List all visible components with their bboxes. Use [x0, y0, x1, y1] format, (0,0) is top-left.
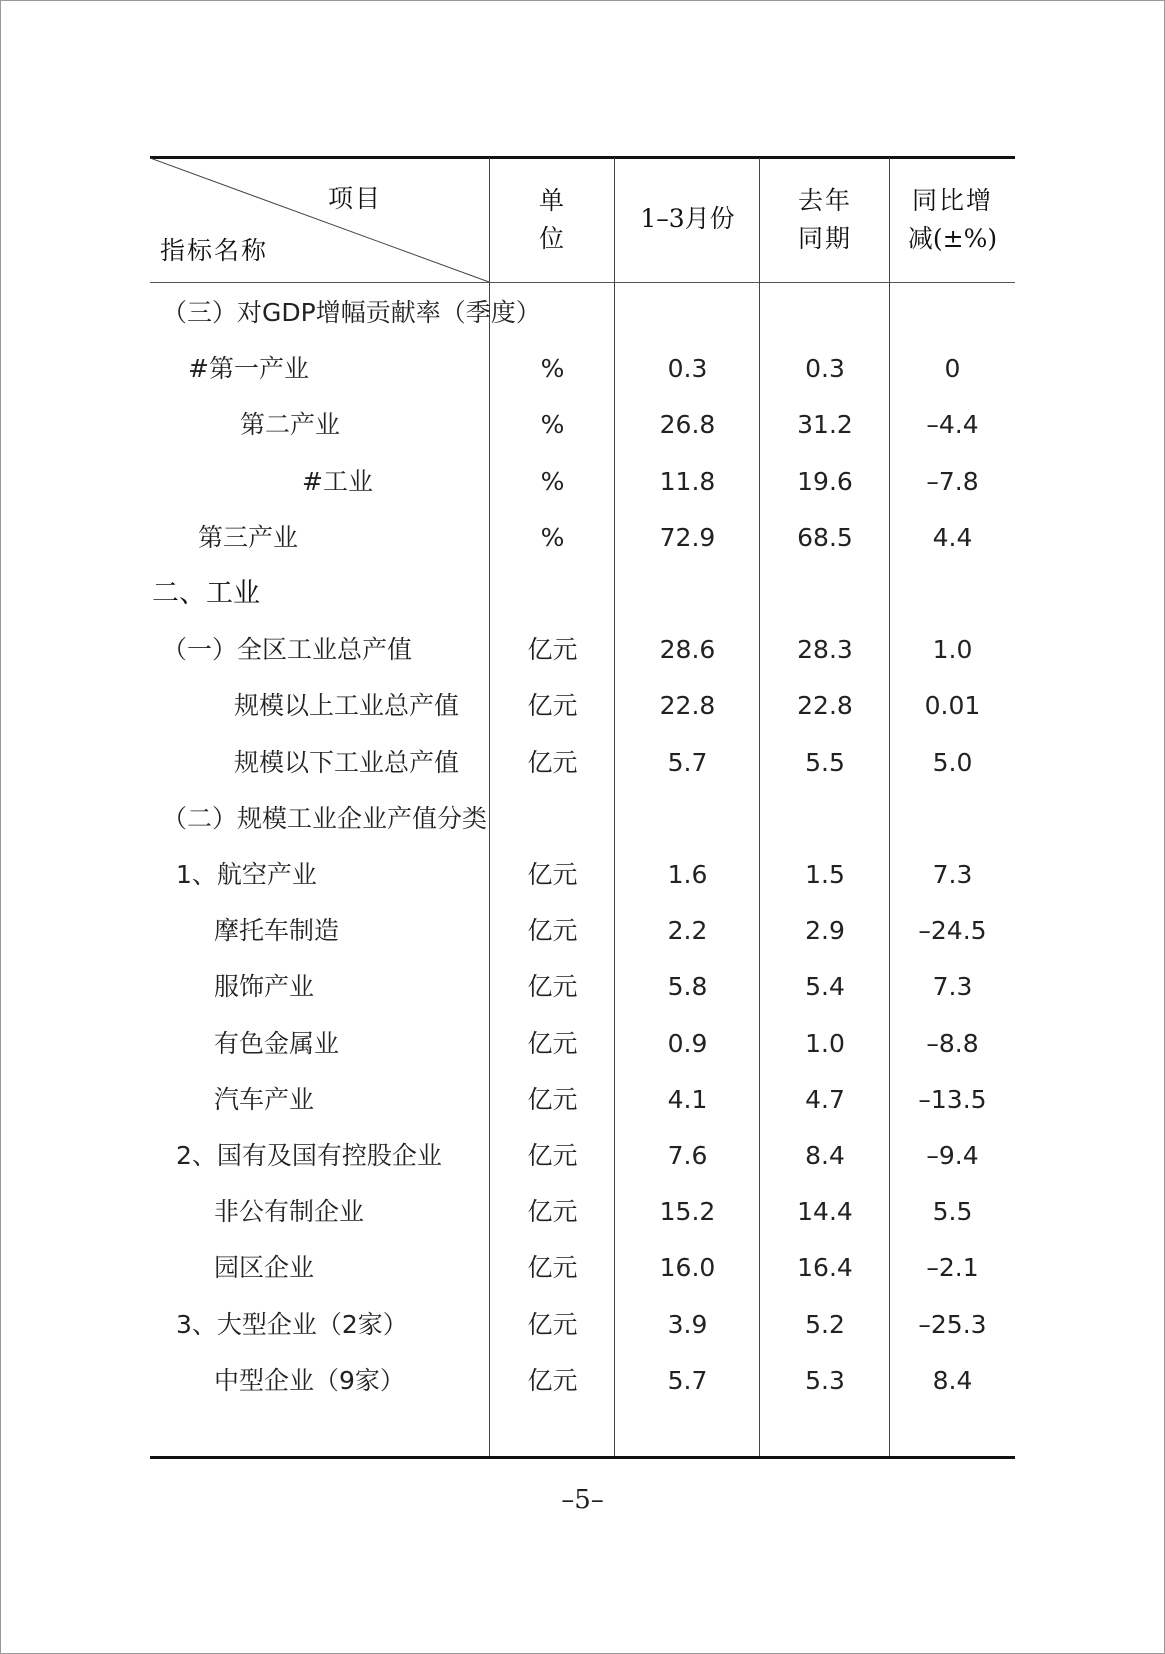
q1-value-cell: 1.6 [667, 860, 708, 889]
table-row [150, 1016, 1015, 1072]
indicator-name-cell: （二）规模工业企业产值分类 [162, 803, 488, 833]
last-year-value-cell: 5.4 [805, 972, 845, 1002]
last-year-value-cell: 5.5 [805, 747, 845, 777]
indicator-name-cell: 第二产业 [240, 410, 341, 440]
yoy-change-cell: 0 [944, 354, 961, 384]
unit-cell: 亿元 [527, 635, 578, 665]
last-year-value-cell: 1.0 [805, 1028, 845, 1058]
yoy-change-cell [890, 285, 1015, 341]
unit-cell: 亿元 [527, 1365, 578, 1395]
table-row [150, 1184, 1015, 1240]
header-unit-line2: 位 [538, 224, 566, 253]
indicator-name-cell: 有色金属业 [214, 1028, 340, 1058]
unit-cell: 亿元 [527, 860, 578, 889]
last-year-value-cell [760, 566, 890, 622]
unit-cell: % [540, 410, 565, 440]
q1-value-cell: 0.3 [667, 354, 708, 384]
yoy-change-cell: 5.0 [932, 747, 973, 777]
indicator-name-cell: 二、工业 [152, 578, 260, 609]
indicator-name-cell: #工业 [302, 466, 373, 496]
yoy-change-cell: 7.3 [932, 860, 973, 889]
indicator-name-cell: （三）对GDP增幅贡献率（季度） [162, 298, 541, 327]
unit-cell: 亿元 [527, 1309, 578, 1339]
header-yoy-line1: 同比增 [911, 186, 993, 215]
table-row [150, 847, 1015, 903]
last-year-value-cell: 68.5 [797, 522, 853, 552]
table-row [150, 341, 1015, 397]
last-year-value-cell: 4.7 [805, 1084, 845, 1114]
indicator-name-cell: （一）全区工业总产值 [162, 635, 413, 665]
last-year-value-cell: 5.2 [805, 1309, 845, 1339]
header-last-year-line1: 去年 [797, 186, 852, 215]
q1-value-cell: 28.6 [659, 635, 716, 665]
table-row [150, 791, 1015, 847]
unit-cell: 亿元 [527, 1197, 578, 1227]
yoy-change-cell [890, 566, 1015, 622]
q1-value-cell [615, 566, 760, 622]
table-row [150, 622, 1015, 678]
q1-value-cell [615, 285, 760, 341]
header-indicator-label: 指标名称 [160, 236, 269, 265]
q1-value-cell: 7.6 [667, 1141, 708, 1170]
table-row [150, 285, 1015, 341]
table-bottom-rule [150, 1456, 1015, 1459]
indicator-name-cell: 园区企业 [214, 1253, 315, 1283]
page-number: –5– [561, 1485, 604, 1515]
unit-cell: 亿元 [527, 1141, 578, 1170]
q1-value-cell: 2.2 [667, 916, 708, 946]
last-year-value-cell: 8.4 [805, 1141, 845, 1170]
yoy-change-cell: –7.8 [926, 466, 979, 496]
q1-value-cell: 11.8 [659, 466, 716, 496]
indicator-name-cell: 汽车产业 [214, 1084, 315, 1114]
table-row [150, 678, 1015, 734]
table-row [150, 959, 1015, 1015]
unit-cell [490, 791, 615, 847]
q1-value-cell: 15.2 [659, 1197, 716, 1227]
last-year-value-cell: 2.9 [805, 916, 845, 946]
indicator-name-cell: 第三产业 [198, 522, 299, 552]
q1-value-cell: 3.9 [667, 1309, 708, 1339]
indicator-name-cell: 服饰产业 [214, 972, 315, 1002]
table-row [150, 1353, 1015, 1409]
unit-cell: 亿元 [527, 1253, 578, 1283]
unit-cell: 亿元 [527, 972, 578, 1002]
indicator-name-cell: 2、国有及国有控股企业 [176, 1141, 442, 1170]
unit-cell: 亿元 [527, 916, 578, 946]
indicator-name-cell: 中型企业（9家） [214, 1365, 405, 1395]
table-row [150, 735, 1015, 791]
yoy-change-cell: –24.5 [918, 916, 987, 946]
last-year-value-cell [760, 791, 890, 847]
last-year-value-cell: 31.2 [797, 410, 853, 440]
yoy-change-cell: –13.5 [918, 1084, 987, 1114]
table-row [150, 510, 1015, 566]
header-item-label: 项目 [327, 184, 382, 213]
last-year-value-cell: 14.4 [797, 1197, 853, 1227]
q1-value-cell: 5.7 [667, 1365, 708, 1395]
stats-table [150, 156, 1015, 1459]
q1-value-cell [615, 791, 760, 847]
yoy-change-cell: –25.3 [918, 1309, 987, 1339]
q1-value-cell: 0.9 [667, 1028, 708, 1058]
yoy-change-cell: 4.4 [932, 522, 973, 552]
yoy-change-cell: 7.3 [932, 972, 973, 1002]
indicator-name-cell: 摩托车制造 [214, 916, 340, 946]
unit-cell: 亿元 [527, 1028, 578, 1058]
q1-value-cell: 4.1 [667, 1084, 708, 1114]
unit-cell [490, 566, 615, 622]
last-year-value-cell [760, 285, 890, 341]
unit-cell: 亿元 [527, 747, 578, 777]
last-year-value-cell: 16.4 [797, 1253, 853, 1283]
table-row [150, 1297, 1015, 1353]
last-year-value-cell: 1.5 [805, 860, 845, 889]
last-year-value-cell: 22.8 [797, 691, 853, 721]
q1-value-cell: 5.8 [667, 972, 708, 1002]
yoy-change-cell: 5.5 [932, 1197, 973, 1227]
table-row [150, 397, 1015, 453]
yoy-change-cell [890, 791, 1015, 847]
last-year-value-cell: 0.3 [805, 354, 845, 384]
header-q1: 1–3月份 [640, 204, 735, 233]
indicator-name-cell: 1、航空产业 [176, 860, 317, 889]
yoy-change-cell: 1.0 [932, 635, 973, 665]
table-row [150, 566, 1015, 622]
unit-cell: % [540, 466, 565, 496]
header-last-year-line2: 同期 [797, 224, 852, 253]
header-unit-line1: 单 [538, 186, 566, 215]
indicator-name-cell: #第一产业 [188, 354, 309, 384]
header-yoy-line2: 减(±%) [907, 224, 998, 253]
table-row [150, 1072, 1015, 1128]
yoy-change-cell: –4.4 [926, 410, 979, 440]
yoy-change-cell: –9.4 [926, 1141, 979, 1170]
indicator-name-cell: 规模以下工业总产值 [234, 747, 460, 777]
table-row [150, 903, 1015, 959]
unit-cell: 亿元 [527, 1084, 578, 1114]
yoy-change-cell: –8.8 [926, 1028, 979, 1058]
q1-value-cell: 16.0 [659, 1253, 716, 1283]
yoy-change-cell: 8.4 [932, 1365, 973, 1395]
last-year-value-cell: 5.3 [805, 1365, 845, 1395]
yoy-change-cell: 0.01 [924, 691, 981, 721]
unit-cell: % [540, 354, 565, 384]
last-year-value-cell: 28.3 [797, 635, 853, 665]
unit-cell: % [540, 522, 565, 552]
yoy-change-cell: –2.1 [926, 1253, 979, 1283]
q1-value-cell: 5.7 [667, 747, 708, 777]
table-row [150, 1128, 1015, 1184]
q1-value-cell: 22.8 [659, 691, 716, 721]
unit-cell [490, 285, 615, 341]
indicator-name-cell: 3、大型企业（2家） [176, 1309, 408, 1339]
indicator-name-cell: 非公有制企业 [214, 1197, 365, 1227]
q1-value-cell: 72.9 [659, 522, 716, 552]
last-year-value-cell: 19.6 [797, 466, 853, 496]
indicator-name-cell: 规模以上工业总产值 [234, 691, 460, 721]
table-row [150, 454, 1015, 510]
q1-value-cell: 26.8 [659, 410, 716, 440]
table-row [150, 1240, 1015, 1296]
unit-cell: 亿元 [527, 691, 578, 721]
